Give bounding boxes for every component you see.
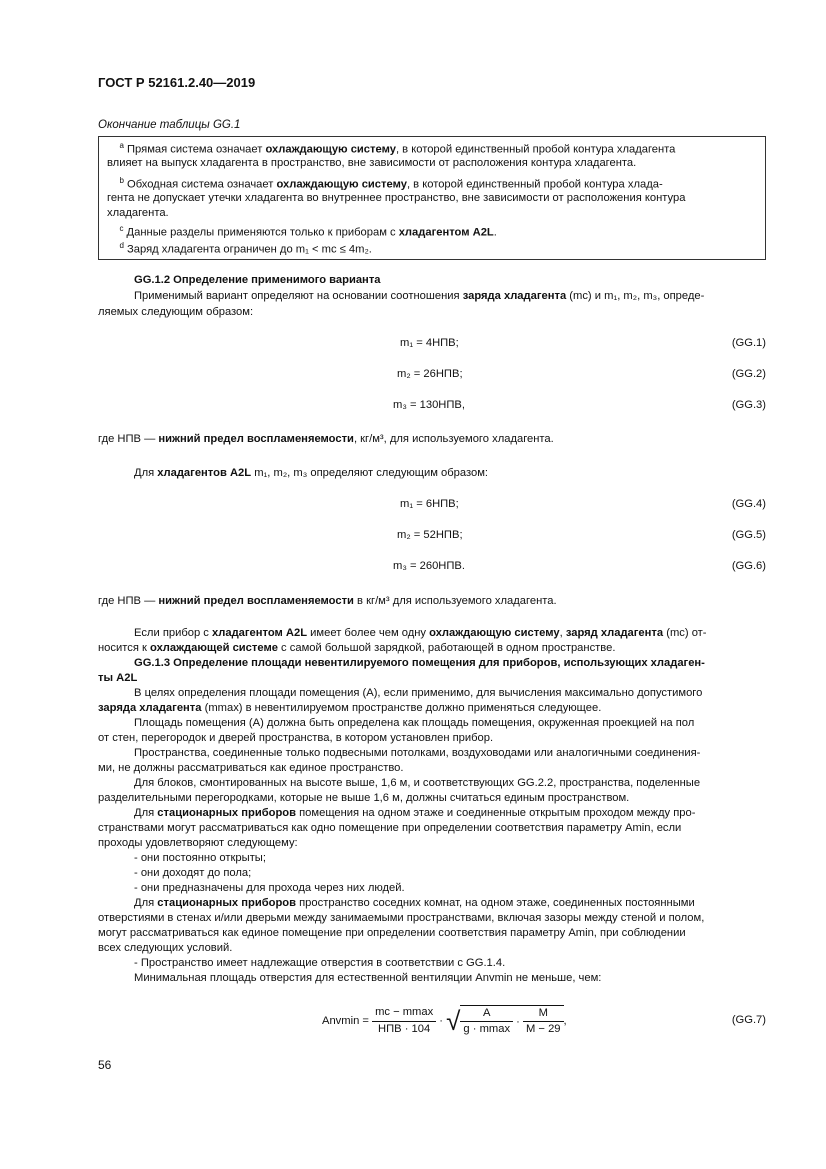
footnote-b: $^b$ Обходная система означает охлаждающую систему, в которой единственный пробой контура хлада-: [119, 176, 663, 191]
footnotes-box: [98, 136, 766, 260]
gg13-p5: Для стационарных приборов помещения на одном этаже и соединенные открытым проходом между про-: [134, 807, 696, 819]
equation-gg3: m₃ = 130НПВ,: [393, 399, 465, 411]
gg12-heading: GG.1.2 Определение применимого варианта: [134, 274, 381, 286]
equation-number-gg1: (GG.1): [731, 337, 766, 349]
gg13-p4-line2: разделительными перегородками, которые не выше 1,6 м, должны считаться единым пространством.: [98, 792, 630, 804]
gg13-p3-line2: ми, не должны рассматриваться как единое пространство.: [98, 762, 404, 774]
equation-gg4: m₁ = 6НПВ;: [400, 498, 459, 510]
gg13-p6-line2: отверстиями в стенах и/или дверьми между занимаемыми пространствами, включая зазоры между стеной и полом,: [98, 912, 705, 924]
equation-number-gg3: (GG.3): [731, 399, 766, 411]
gg13-p7: - Пространство имеет надлежащие отверстия в соответствии с GG.1.4.: [134, 957, 506, 969]
gg13-p6-line3: могут рассматриваться как единое помещение при определении соответствия параметру Amin, при соблюдении: [98, 927, 686, 939]
where-definition-1: где НПВ — нижний предел воспламеняемости, кг/м³, для используемого хладагента.: [98, 433, 554, 445]
footnote-a-line2: влияет на выпуск хладагента в пространство, вне зависимости от расположения контура хладагента.: [107, 157, 637, 169]
gg13-p6-line4: всех следующих условий.: [98, 942, 233, 954]
gg12-paragraph: Применимый вариант определяют на основании соотношения заряда хладагента (mс) и m₁, m₂, m₃, опреде-: [134, 290, 705, 302]
footnote-b-line3: хладагента.: [107, 207, 169, 219]
a2l-intro: Для хладагентов A2L m₁, m₂, m₃ определяют следующим образом:: [134, 467, 489, 479]
equation-gg2: m₂ = 26НПВ;: [397, 368, 463, 380]
multi-system-line2: носится к охлаждающей системе с самой большой зарядкой, работающей в одном пространстве.: [98, 642, 616, 654]
gg13-p8: Минимальная площадь отверстия для естественной вентиляции Anvmin не меньше, чем:: [134, 972, 602, 984]
list-item: - они предназначены для прохода через них людей.: [134, 882, 405, 894]
gg13-p3: Пространства, соединенные только подвесными потолками, воздуховодами или аналогичными соединения-: [134, 747, 701, 759]
gg13-p1: В целях определения площади помещения (A), если применимо, для вычисления максимально допустимого: [134, 687, 703, 699]
gg13-heading: GG.1.3 Определение площади невентилируемого помещения для приборов, использующих хладаген-: [134, 657, 705, 669]
gg13-p2-line2: от стен, перегородок и дверей пространства, в котором установлен прибор.: [98, 732, 494, 744]
list-item: - они доходят до пола;: [134, 867, 252, 879]
gg13-p5-line3: проходы удовлетворяют следующему:: [98, 837, 298, 849]
equation-gg5: m₂ = 52НПВ;: [397, 529, 463, 541]
gg13-p4: Для блоков, смонтированных на высоте выше, 1,6 м, и соответствующих GG.2.2, пространства, поделенные: [134, 777, 701, 789]
gg13-p2: Площадь помещения (A) должна быть определена как площадь помещения, окруженная проекцией на пол: [134, 717, 695, 729]
gg13-p6: Для стационарных приборов пространство соседних комнат, на одном этаже, соединенных постоянными: [134, 897, 695, 909]
footnote-d: $^d$ Заряд хладагента ограничен до m₁ < mс ≤ 4m₂.: [119, 241, 372, 256]
formula-gg7: Anvmin = $\frac{mс - mmax}{\text{НПВ · 104}}$ · √ $\frac{A}{g \cdot mmax}$ · $\frac{M}{M - 29}$ ,: [322, 1006, 567, 1036]
list-item: - они постоянно открыты;: [134, 852, 266, 864]
footnote-c: $^c$ Данные разделы применяются только к приборам с хладагентом A2L.: [119, 224, 497, 239]
footnote-b-line2: гента не допускает утечки хладагента во внутреннее пространство, вне зависимости от расположения контура: [107, 192, 686, 204]
document-header: ГОСТ Р 52161.2.40—2019: [98, 75, 256, 90]
where-definition-2: где НПВ — нижний предел воспламеняемости в кг/м³ для используемого хладагента.: [98, 595, 557, 607]
sqrt-content: $\frac{A}{g \cdot mmax}$ · $\frac{M}{M - 29}$: [460, 1005, 563, 1038]
gg13-p5-line2: странствами могут рассматриваться как одно помещение при определении соответствия параметру Amin, если: [98, 822, 682, 834]
footnote-a: $^a$ Прямая система означает охлаждающую систему, в которой единственный пробой контура хладагента: [119, 141, 676, 156]
equation-number-gg4: (GG.4): [731, 498, 766, 510]
gg12-paragraph-line2: ляемых следующим образом:: [98, 306, 254, 318]
equation-gg1: m₁ = 4НПВ;: [400, 337, 459, 349]
equation-gg6: m₃ = 260НПВ.: [393, 560, 465, 572]
page-number: 56: [98, 1058, 112, 1072]
equation-number-gg6: (GG.6): [731, 560, 766, 572]
equation-number-gg7: (GG.7): [731, 1014, 766, 1026]
formula-fraction-1: $\frac{mс - mmax}{\text{НПВ · 104}}$: [372, 1005, 436, 1037]
formula-lhs: Anvmin =: [322, 1015, 369, 1028]
gg13-heading-line2: ты A2L: [98, 672, 138, 684]
equation-number-gg2: (GG.2): [731, 368, 766, 380]
equation-number-gg5: (GG.5): [731, 529, 766, 541]
multi-system-paragraph: Если прибор с хладагентом A2L имеет более чем одну охлаждающую систему, заряд хладагента (mс) от-: [134, 627, 707, 639]
table-caption: Окончание таблицы GG.1: [98, 119, 241, 131]
gg13-p1-line2: заряда хладагента (mmax) в невентилируемом пространстве должно применяться следующее.: [98, 702, 602, 714]
sqrt-icon: √: [446, 1006, 461, 1036]
